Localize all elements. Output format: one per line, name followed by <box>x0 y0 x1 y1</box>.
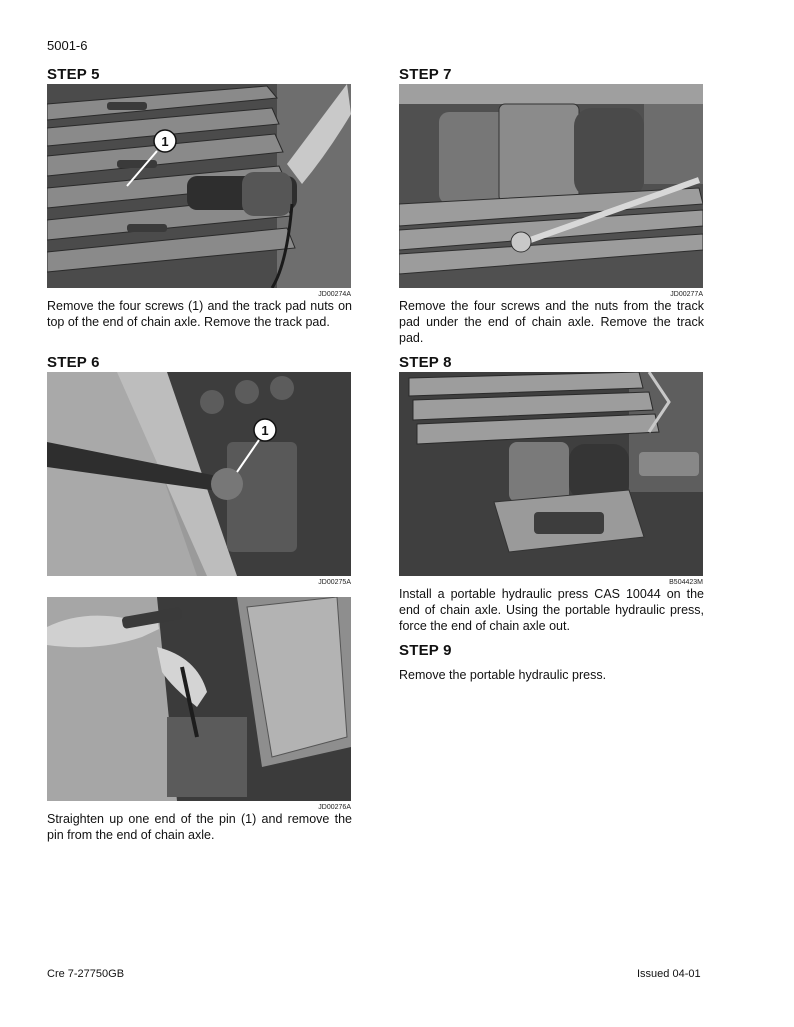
step-7-text: Remove the four screws and the nuts from the track pad under the end of chain axle. Remove the track pad. <box>399 299 704 345</box>
footer-document-code: Cre 7-27750GB <box>47 968 125 980</box>
step-5-text: Remove the four screws (1) and the track pad nuts on top of the end of chain axle. Remove the track pad. <box>47 299 352 329</box>
step-6-figure-code-a: JD00275A <box>318 579 351 586</box>
footer-issue-date: Issued 04-01 <box>637 968 701 980</box>
step-8-photo <box>399 372 703 576</box>
step-6-photo-a <box>47 372 351 576</box>
step-8-text: Install a portable hydraulic press CAS 10044 on the end of chain axle. Using the portable hydraulic press, force the end of chain axle out. <box>399 587 704 633</box>
step-6-text: Straighten up one end of the pin (1) and remove the pin from the end of chain axle. <box>47 812 352 842</box>
step-6-photo-b <box>47 597 351 801</box>
step-8-heading: STEP 8 <box>399 354 452 371</box>
step-9-text: Remove the portable hydraulic press. <box>399 668 607 682</box>
step-5-heading: STEP 5 <box>47 66 100 83</box>
step-8-figure-code: B504423M <box>669 579 703 586</box>
step-6-figure-code-b: JD00276A <box>318 804 351 811</box>
step-9-heading: STEP 9 <box>399 642 452 659</box>
step-6-heading: STEP 6 <box>47 354 100 371</box>
step-7-heading: STEP 7 <box>399 66 452 83</box>
page-number: 5001-6 <box>47 38 88 53</box>
step-7-photo <box>399 84 703 288</box>
step-5-callout: 1 <box>161 134 169 149</box>
step-7-figure-code: JD00277A <box>670 291 703 298</box>
step-5-figure-code: JD00274A <box>318 291 351 298</box>
step-6-callout: 1 <box>261 423 269 438</box>
step-5-photo <box>47 84 351 288</box>
